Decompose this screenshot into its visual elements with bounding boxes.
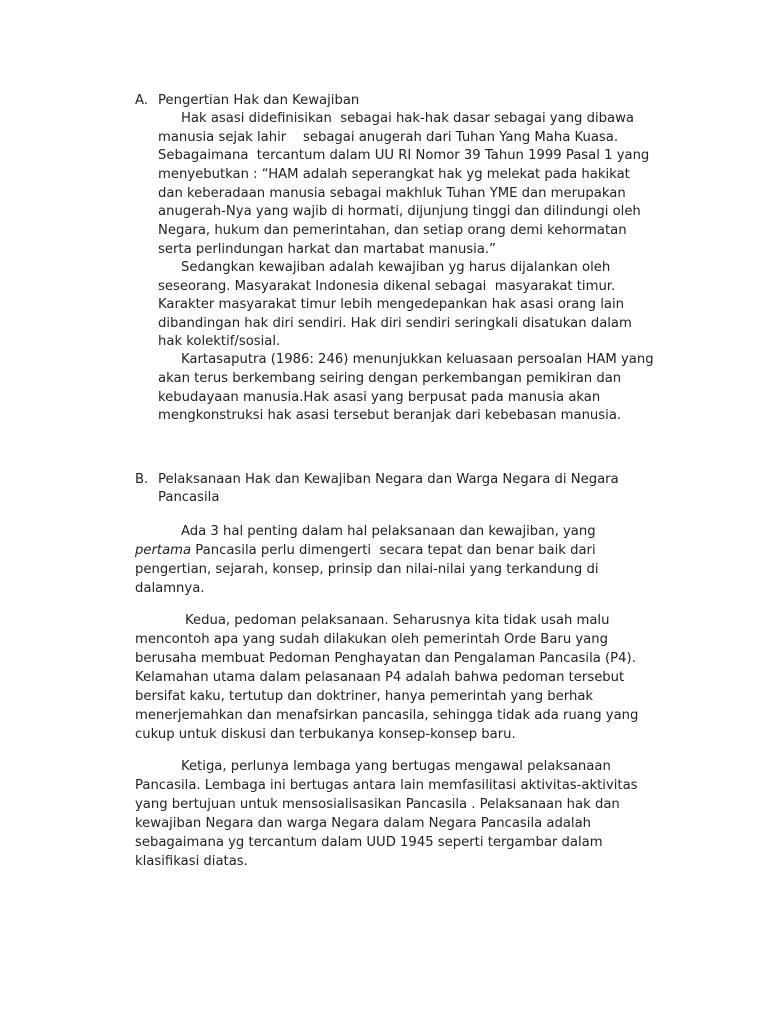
text-line: menyebutkan : “HAM adalah seperangkat hak yg melekat pada hakikat — [158, 167, 630, 182]
paragraph-3-line: Ketiga, perlunya lembaga yang bertugas mengawal pelaksanaan — [181, 759, 611, 774]
text-line: mengkonstruksi hak asasi tersebut beranjak dari kebebasan manusia. — [158, 408, 622, 423]
paragraph-1-line: Ada 3 hal penting dalam hal pelaksanaan dan kewajiban, yang — [181, 524, 596, 539]
paragraph-3-line: yang bertujuan untuk mensosialisasikan Pancasila . Pelaksanaan hak dan — [135, 797, 620, 812]
paragraph-1-text: Pancasila perlu dimengerti secara tepat dan benar baik dari — [191, 543, 596, 558]
paragraph-3-line: klasifikasi diatas. — [135, 854, 248, 869]
text-line: dibandingan hak diri sendiri. Hak diri sendiri seringkali disatukan dalam — [158, 316, 632, 331]
paragraph-2-line: menerjemahkan dan menafsirkan pancasila, sehingga tidak ada ruang yang — [135, 708, 639, 723]
text-line: seseorang. Masyarakat Indonesia dikenal sebagai masyarakat timur. — [158, 279, 616, 294]
text-line: Sebagaimana tercantum dalam UU RI Nomor 39 Tahun 1999 Pasal 1 yang — [158, 148, 650, 163]
paragraph-2-line: cukup untuk diskusi dan terbukanya konsep-konsep baru. — [135, 727, 516, 742]
text-line: Sedangkan kewajiban adalah kewajiban yg harus dijalankan oleh — [181, 260, 611, 275]
text-line: akan terus berkembang seiring dengan perkembangan pemikiran dan — [158, 371, 622, 386]
paragraph-1-line — [135, 542, 596, 560]
section-a-heading: Pengertian Hak dan Kewajiban — [158, 93, 360, 108]
section-a-marker: A. — [135, 93, 148, 108]
text-line: manusia sejak lahir sebagai anugerah dari Tuhan Yang Maha Kuasa. — [158, 130, 619, 145]
text-line: anugerah-Nya yang wajib di hormati, dijunjung tinggi dan dilindungi oleh — [158, 204, 641, 219]
paragraph-3-line: Pancasila. Lembaga ini bertugas antara lain memfasilitasi aktivitas-aktivitas — [135, 778, 638, 793]
paragraph-3-line: kewajiban Negara dan warga Negara dalam Negara Pancasila adalah — [135, 816, 592, 831]
paragraph-2-line: Kelamahan utama dalam pelasanaan P4 adalah bahwa pedoman tersebut — [135, 670, 625, 685]
text-line: Negara, hukum dan pemerintahan, dan setiap orang demi kehormatan — [158, 223, 627, 238]
paragraph-1-line: pengertian, sejarah, konsep, prinsip dan nilai-nilai yang terkandung di — [135, 562, 599, 577]
section-b-heading: Pancasila — [158, 490, 220, 505]
paragraph-1-line: dalamnya. — [135, 581, 205, 596]
paragraph-2-line: Kedua, pedoman pelaksanaan. Seharusnya kita tidak usah malu — [185, 613, 610, 628]
paragraph-2-line: mencontoh apa yang sudah dilakukan oleh pemerintah Orde Baru yang — [135, 632, 608, 647]
text-line: Hak asasi didefinisikan sebagai hak-hak dasar sebagai yang dibawa — [181, 111, 634, 126]
paragraph-2-line: berusaha membuat Pedoman Penghayatan dan Pengalaman Pancasila (P4). — [135, 651, 636, 666]
text-line: kebudayaan manusia.Hak asasi yang berpusat pada manusia akan — [158, 390, 601, 405]
paragraph-2-line: bersifat kaku, tertutup dan doktriner, hanya pemerintah yang berhak — [135, 689, 594, 704]
text-line: Karakter masyarakat timur lebih mengedepankan hak asasi orang lain — [158, 297, 625, 312]
text-line: hak kolektif/sosial. — [158, 334, 281, 349]
section-b-heading: Pelaksanaan Hak dan Kewajiban Negara dan Warga Negara di Negara — [158, 472, 619, 487]
section-b-marker: B. — [135, 472, 149, 487]
paragraph-3-line: sebagaimana yg tercantum dalam UUD 1945 seperti tergambar dalam — [135, 835, 603, 850]
text-line: dan keberadaan manusia sebagai makhluk Tuhan YME dan merupakan — [158, 186, 626, 201]
text-line: Kartasaputra (1986: 246) menunjukkan keluasaan persoalan HAM yang — [181, 352, 654, 367]
emphasis-text: pertama — [135, 543, 192, 558]
text-line: serta perlindungan harkat dan martabat manusia.” — [158, 242, 496, 257]
